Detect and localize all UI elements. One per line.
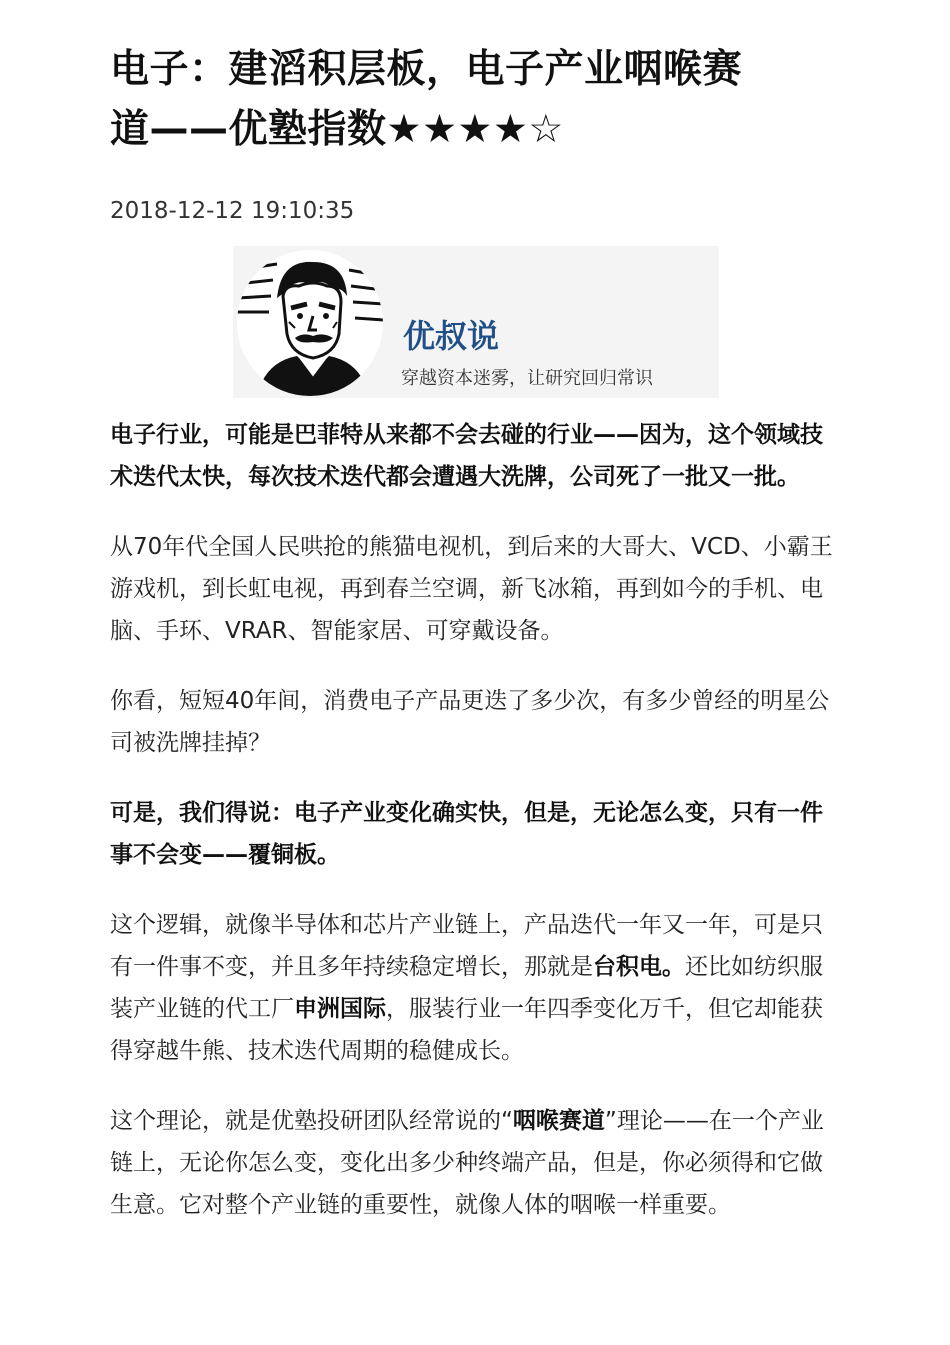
paragraph-6 (110, 1100, 842, 1226)
paragraph-6-text-a: 这个理论，就是优塾投研团队经常说的“ (110, 1108, 513, 1134)
author-portrait (237, 250, 383, 396)
paragraph-5-highlight-shenzhou: 申洲国际 (294, 996, 386, 1022)
paragraph-6-highlight: 咽喉赛道 (512, 1108, 605, 1134)
paragraph-5-highlight-tsmc: 台积电。 (593, 954, 685, 980)
publish-datetime: 2018-12-12 19:10:35 (110, 198, 355, 224)
paragraph-3: 你看，短短40年间，消费电子产品更迭了多少次，有多少曾经的明星公司被洗牌挂掉？ (110, 688, 830, 756)
paragraph-5 (110, 904, 842, 1072)
article-title-line2: 道——优塾指数★★★★☆ (110, 107, 564, 152)
paragraph-5-text-c: 还比如纺织服装产业链的代工厂 (110, 954, 823, 1022)
portrait-illustration (237, 250, 383, 396)
paragraph-4: 可是，我们得说：电子产业变化确实快，但是，无论怎么变，只有一件事不会变——覆铜板。 (110, 800, 823, 868)
article-title (110, 40, 842, 160)
article-title-line1: 电子：建滔积层板，电子产业咽喉赛 (110, 47, 743, 92)
paragraph-5-text-a: 这个逻辑，就像半导体和芯片产业链上，产品迭代一年又一年，可是只有一件事不变，并且多年持续稳定增长，那就是 (110, 912, 823, 980)
paragraph-1: 电子行业，可能是巴菲特从来都不会去碰的行业——因为，这个领域技术迭代太快，每次技术迭代都会遭遇大洗牌，公司死了一批又一批。 (110, 422, 823, 490)
paragraph-6-text-c: ”理论——在一个产业链上，无论你怎么变，变化出多少种终端产品，但是，你必须得和它做生意。它对整个产业链的重要性，就像人体的咽喉一样重要。 (110, 1108, 824, 1218)
paragraph-2: 从70年代全国人民哄抢的熊猫电视机，到后来的大哥大、VCD、小霸王游戏机，到长虹电视，再到春兰空调，新飞冰箱，再到如今的手机、电脑、手环、VRAR、智能家居、可穿戴设备。 (110, 534, 833, 644)
brand-slogan: 穿越资本迷雾，让研究回归常识 (401, 368, 653, 389)
paragraph-5-text-e: ，服装行业一年四季变化万千，但它却能获得穿越牛熊、技术迭代周期的稳健成长。 (110, 996, 823, 1064)
article (110, 40, 842, 1226)
author-banner (233, 246, 719, 398)
brand-name: 优叔说 (403, 317, 500, 355)
